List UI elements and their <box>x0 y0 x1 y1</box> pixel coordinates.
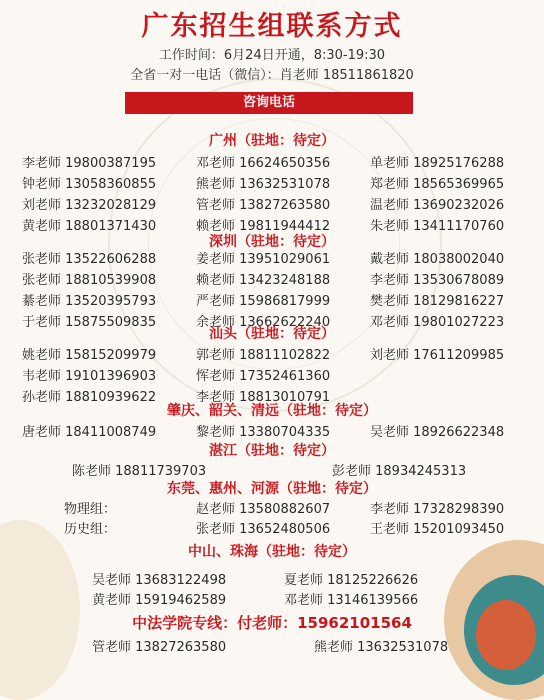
zhaoqing-contact: 吴老师 18926622348 <box>370 425 505 440</box>
guangzhou-contact: 邓老师 16624650356 <box>196 156 331 171</box>
shantou-contact: 韦老师 19101396903 <box>22 369 157 384</box>
guangzhou-contact: 郑老师 18565369965 <box>370 177 505 192</box>
zhaoqing-title: 肇庆、韶关、清远（驻地：待定） <box>167 403 377 419</box>
guangzhou-contact: 赖老师 19811944412 <box>196 219 331 234</box>
province-hotline: 全省一对一电话（微信）：肖老师 18511861820 <box>130 68 414 83</box>
shantou-contact: 李老师 18813010791 <box>196 390 331 405</box>
zhaoqing-contact: 唐老师 18411008749 <box>22 425 157 440</box>
shenzhen-contact: 邓老师 19801027223 <box>370 315 505 330</box>
page-title: 广东招生组联系方式 <box>141 11 403 42</box>
shantou-contact: 恽老师 17352461360 <box>196 369 331 384</box>
guangzhou-contact: 单老师 18925176288 <box>370 156 505 171</box>
guangzhou-contact: 刘老师 13232028129 <box>22 198 157 213</box>
zhanjiang-contact: 陈老师 18811739703 <box>72 464 207 479</box>
consult-phone-bar: 咨询电话 <box>125 92 413 114</box>
shenzhen-title: 深圳（驻地：待定） <box>209 234 335 250</box>
guangzhou-contact: 管老师 13827263580 <box>196 198 331 213</box>
shenzhen-contact: 姜老师 13951029061 <box>196 252 331 267</box>
shenzhen-contact: 綦老师 13520395793 <box>22 294 157 309</box>
shantou-contact: 刘老师 17611209985 <box>370 348 505 363</box>
dongguan-contact: 张老师 13652480506 <box>196 522 331 537</box>
guangzhou-contact: 熊老师 13632531078 <box>196 177 331 192</box>
zhaoqing-contact: 黎老师 13380704335 <box>196 425 331 440</box>
shenzhen-contact: 戴老师 18038002040 <box>370 252 505 267</box>
dongguan-title: 东莞、惠州、河源（驻地：待定） <box>167 481 377 497</box>
guangzhou-title: 广州（驻地：待定） <box>209 133 335 149</box>
guangzhou-contact: 李老师 19800387195 <box>22 156 157 171</box>
law-contact: 管老师 13827263580 <box>92 640 227 655</box>
shenzhen-contact: 赖老师 13423248188 <box>196 273 331 288</box>
zhongshan-contact: 邓老师 13146139566 <box>284 593 419 608</box>
guangzhou-contact: 钟老师 13058360855 <box>22 177 157 192</box>
dongguan-group-label: 物理组： <box>64 502 117 517</box>
shantou-contact: 姚老师 15815209979 <box>22 348 157 363</box>
dongguan-contact: 赵老师 13580882607 <box>196 502 331 517</box>
shenzhen-contact: 李老师 13530678089 <box>370 273 505 288</box>
shenzhen-contact: 张老师 18810539908 <box>22 273 157 288</box>
shantou-title: 汕头（驻地：待定） <box>209 326 335 342</box>
zhanjiang-title: 湛江（驻地：待定） <box>209 443 335 459</box>
zhongshan-contact: 夏老师 18125226626 <box>284 573 419 588</box>
shenzhen-contact: 余老师 13662622240 <box>196 315 331 330</box>
shenzhen-contact: 张老师 13522606288 <box>22 252 157 267</box>
shenzhen-contact: 于老师 15875509835 <box>22 315 157 330</box>
zhongshan-title: 中山、珠海（驻地：待定） <box>188 544 356 560</box>
zhanjiang-contact: 彭老师 18934245313 <box>332 464 467 479</box>
dongguan-contact: 李老师 17328298390 <box>370 502 505 517</box>
shenzhen-contact: 严老师 15986817999 <box>196 294 331 309</box>
law-contact: 熊老师 13632531078 <box>314 640 449 655</box>
working-hours: 工作时间：6月24日开通，8:30-19:30 <box>158 48 386 63</box>
dongguan-group-label: 历史组： <box>64 522 117 537</box>
zhongshan-contact: 吴老师 13683122498 <box>92 573 227 588</box>
shantou-contact: 孙老师 18810939622 <box>22 390 157 405</box>
zhongshan-contact: 黄老师 15919462589 <box>92 593 227 608</box>
dongguan-contact: 王老师 15201093450 <box>370 522 505 537</box>
guangzhou-contact: 黄老师 18801371430 <box>22 219 157 234</box>
guangzhou-contact: 朱老师 13411170760 <box>370 219 505 234</box>
shenzhen-contact: 樊老师 18129816227 <box>370 294 505 309</box>
shantou-contact: 郭老师 18811102822 <box>196 348 331 363</box>
guangzhou-contact: 温老师 13690232026 <box>370 198 505 213</box>
law-title: 中法学院专线：付老师：15962101564 <box>132 614 412 632</box>
decoration-right-red <box>476 600 536 670</box>
